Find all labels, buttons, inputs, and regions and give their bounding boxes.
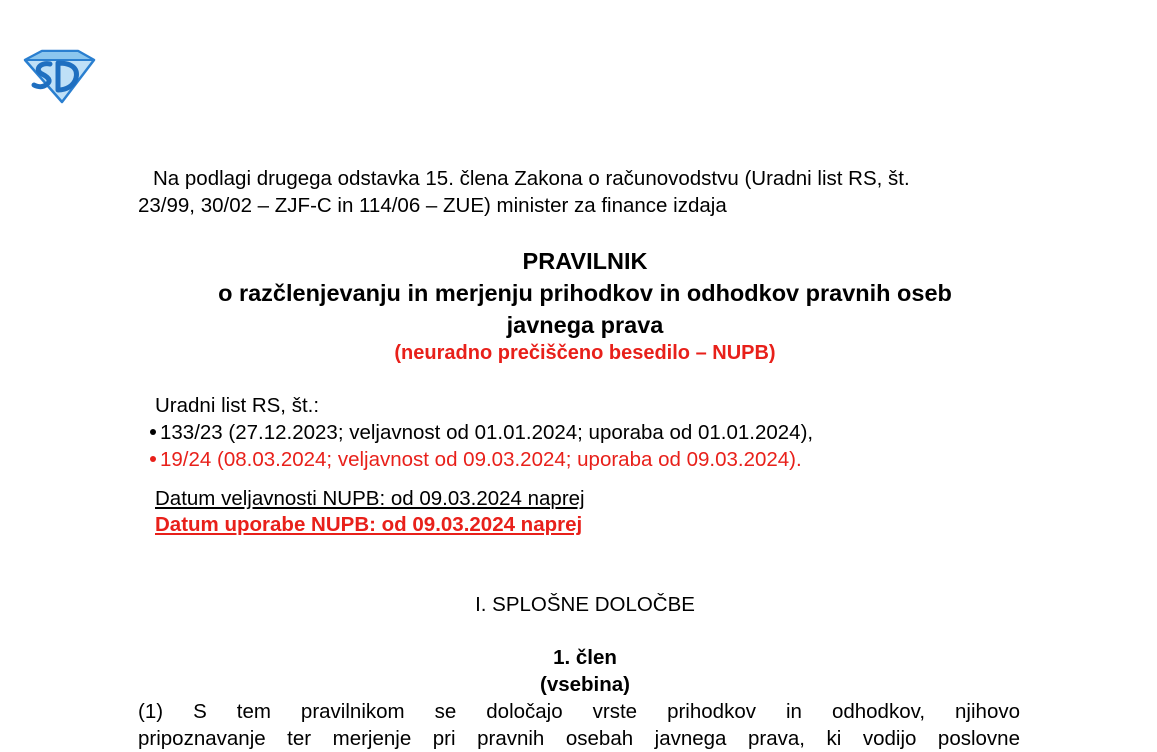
application-date: Datum uporabe NUPB: od 09.03.2024 naprej <box>155 513 583 536</box>
gazette-label: Uradni list RS, št.: <box>155 394 320 417</box>
document-subtitle: (neuradno prečiščeno besedilo – NUPB) <box>394 342 776 364</box>
section-heading: I. SPLOŠNE DOLOČBE <box>475 593 695 616</box>
bullet-icon <box>150 456 156 462</box>
article-caption: (vsebina) <box>540 673 630 696</box>
validity-date: Datum veljavnosti NUPB: od 09.03.2024 naprej <box>155 487 585 510</box>
document-title-line-3: javnega prava <box>506 312 664 338</box>
article-paragraph-text: pripoznavanje ter merjenje pri pravnih osebah javnega prava, ki vodijo poslovne <box>138 727 1020 750</box>
article-paragraph-line-2 <box>138 726 1020 752</box>
article-number: 1. člen <box>553 646 617 669</box>
article-paragraph-line-1 <box>138 699 1020 725</box>
intro-line-2: 23/99, 30/02 – ZJF-C in 114/06 – ZUE) minister za finance izdaja <box>138 194 727 217</box>
sd-shield-logo-icon <box>22 48 96 104</box>
gazette-item-text: 133/23 (27.12.2023; veljavnost od 01.01.2024; uporaba od 01.01.2024), <box>160 421 814 444</box>
gazette-item-text: 19/24 (08.03.2024; veljavnost od 09.03.2024; uporaba od 09.03.2024). <box>160 448 802 471</box>
document-title: PRAVILNIK <box>522 248 648 274</box>
gazette-item <box>150 447 802 473</box>
article-paragraph-text: (1) S tem pravilnikom se določajo vrste prihodkov in odhodkov, njihovo <box>138 700 1020 723</box>
gazette-item <box>150 420 813 446</box>
bullet-icon <box>150 429 156 435</box>
document-title-line-2: o razčlenjevanju in merjenju prihodkov in odhodkov pravnih oseb <box>218 280 952 306</box>
intro-line-1: Na podlagi drugega odstavka 15. člena Zakona o računovodstvu (Uradni list RS, št. <box>153 167 910 190</box>
